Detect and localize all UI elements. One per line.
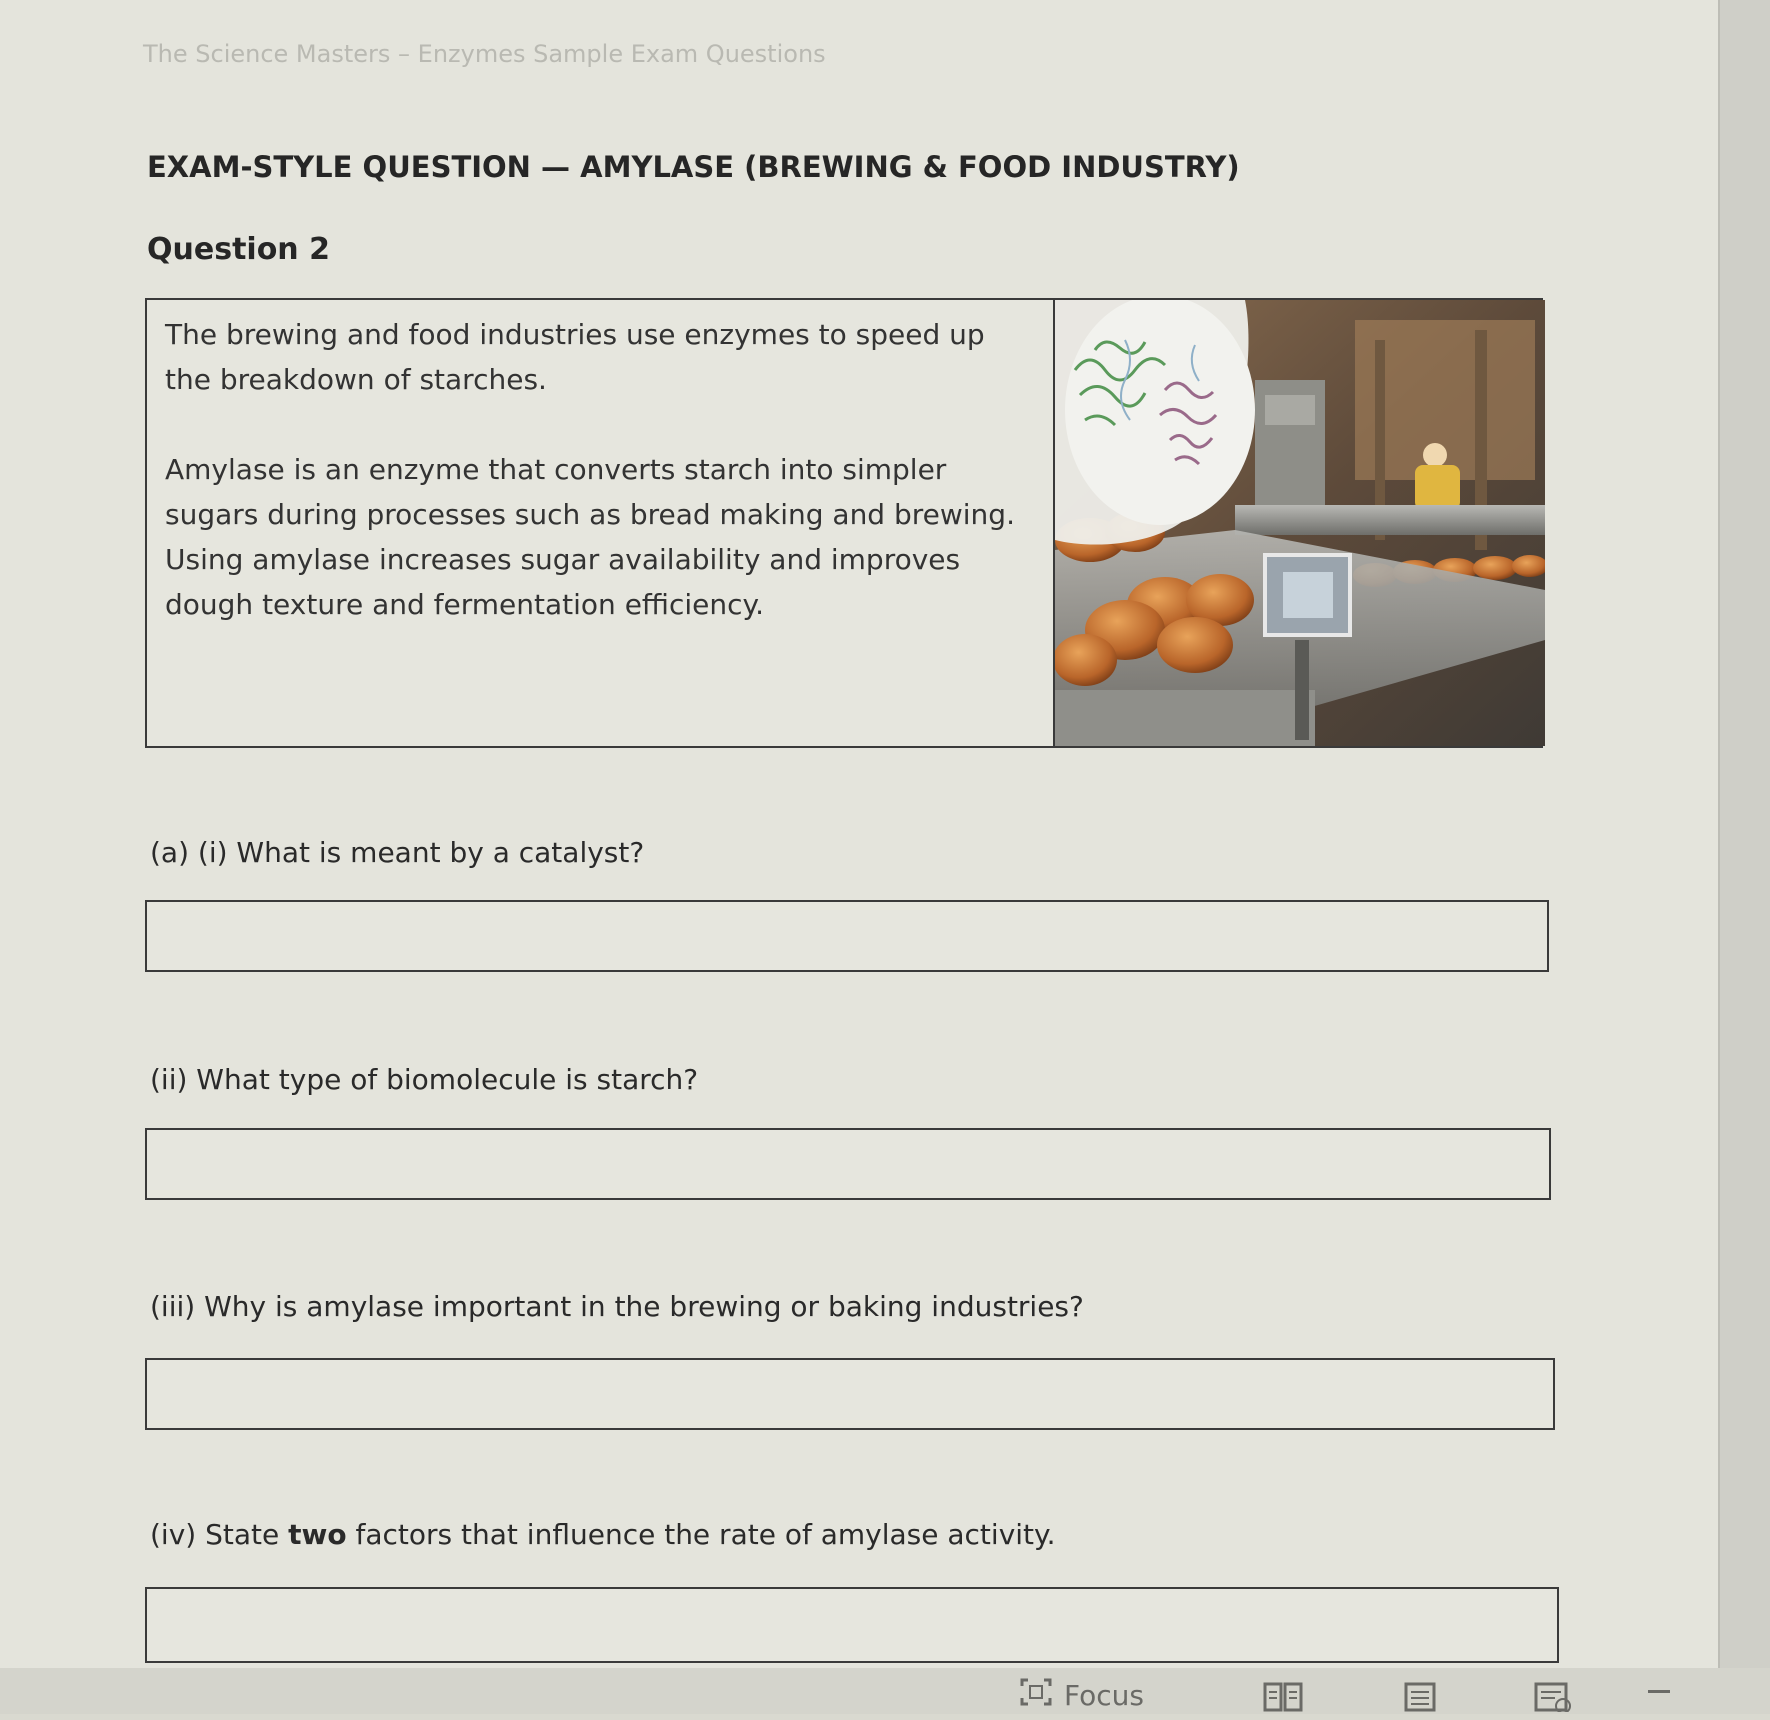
status-bar [0,1668,1770,1714]
header-note: The Science Masters – Enzymes Sample Exam Questions [143,40,826,68]
answer-box-a-ii[interactable] [145,1128,1551,1200]
focus-icon [1020,1678,1052,1713]
question-a-iv-prefix: (iv) State [150,1518,289,1551]
question-a-iii: (iii) Why is amylase important in the brewing or baking industries? [150,1290,1084,1323]
answer-box-a-i[interactable] [145,900,1549,972]
intro-text [165,312,1035,672]
read-mode-icon[interactable] [1263,1682,1303,1720]
intro-paragraph-2: Amylase is an enzyme that converts starch into simpler sugars during processes such as bread making and brewing. Using amylase increases sugar availability and improves dough texture and fermentation efficiency. [165,453,1015,621]
print-layout-icon[interactable] [1403,1682,1437,1720]
zoom-out-icon[interactable] [1648,1690,1670,1693]
document-scroll-gutter[interactable] [1718,0,1770,1714]
page-title: EXAM-STYLE QUESTION — AMYLASE (BREWING & FOOD INDUSTRY) [147,150,1240,184]
answer-box-a-iv[interactable] [145,1587,1559,1663]
question-a-iv [150,1518,1056,1551]
intro-paragraph-1: The brewing and food industries use enzymes to speed up the breakdown of starches. [165,318,985,396]
question-a-i: (a) (i) What is meant by a catalyst? [150,836,645,869]
bakery-production-illustration [1055,300,1545,746]
web-layout-icon[interactable] [1533,1682,1573,1720]
question-a-iv-emphasis: two [288,1518,347,1551]
intro-box [145,298,1543,748]
question-number: Question 2 [147,232,330,267]
focus-button[interactable] [1020,1678,1144,1713]
question-a-ii: (ii) What type of biomolecule is starch? [150,1063,699,1096]
bakery-enzyme-image [1053,300,1545,746]
answer-box-a-iii[interactable] [145,1358,1555,1430]
question-a-iv-suffix: factors that influence the rate of amylase activity. [346,1518,1056,1551]
focus-label: Focus [1064,1679,1144,1712]
